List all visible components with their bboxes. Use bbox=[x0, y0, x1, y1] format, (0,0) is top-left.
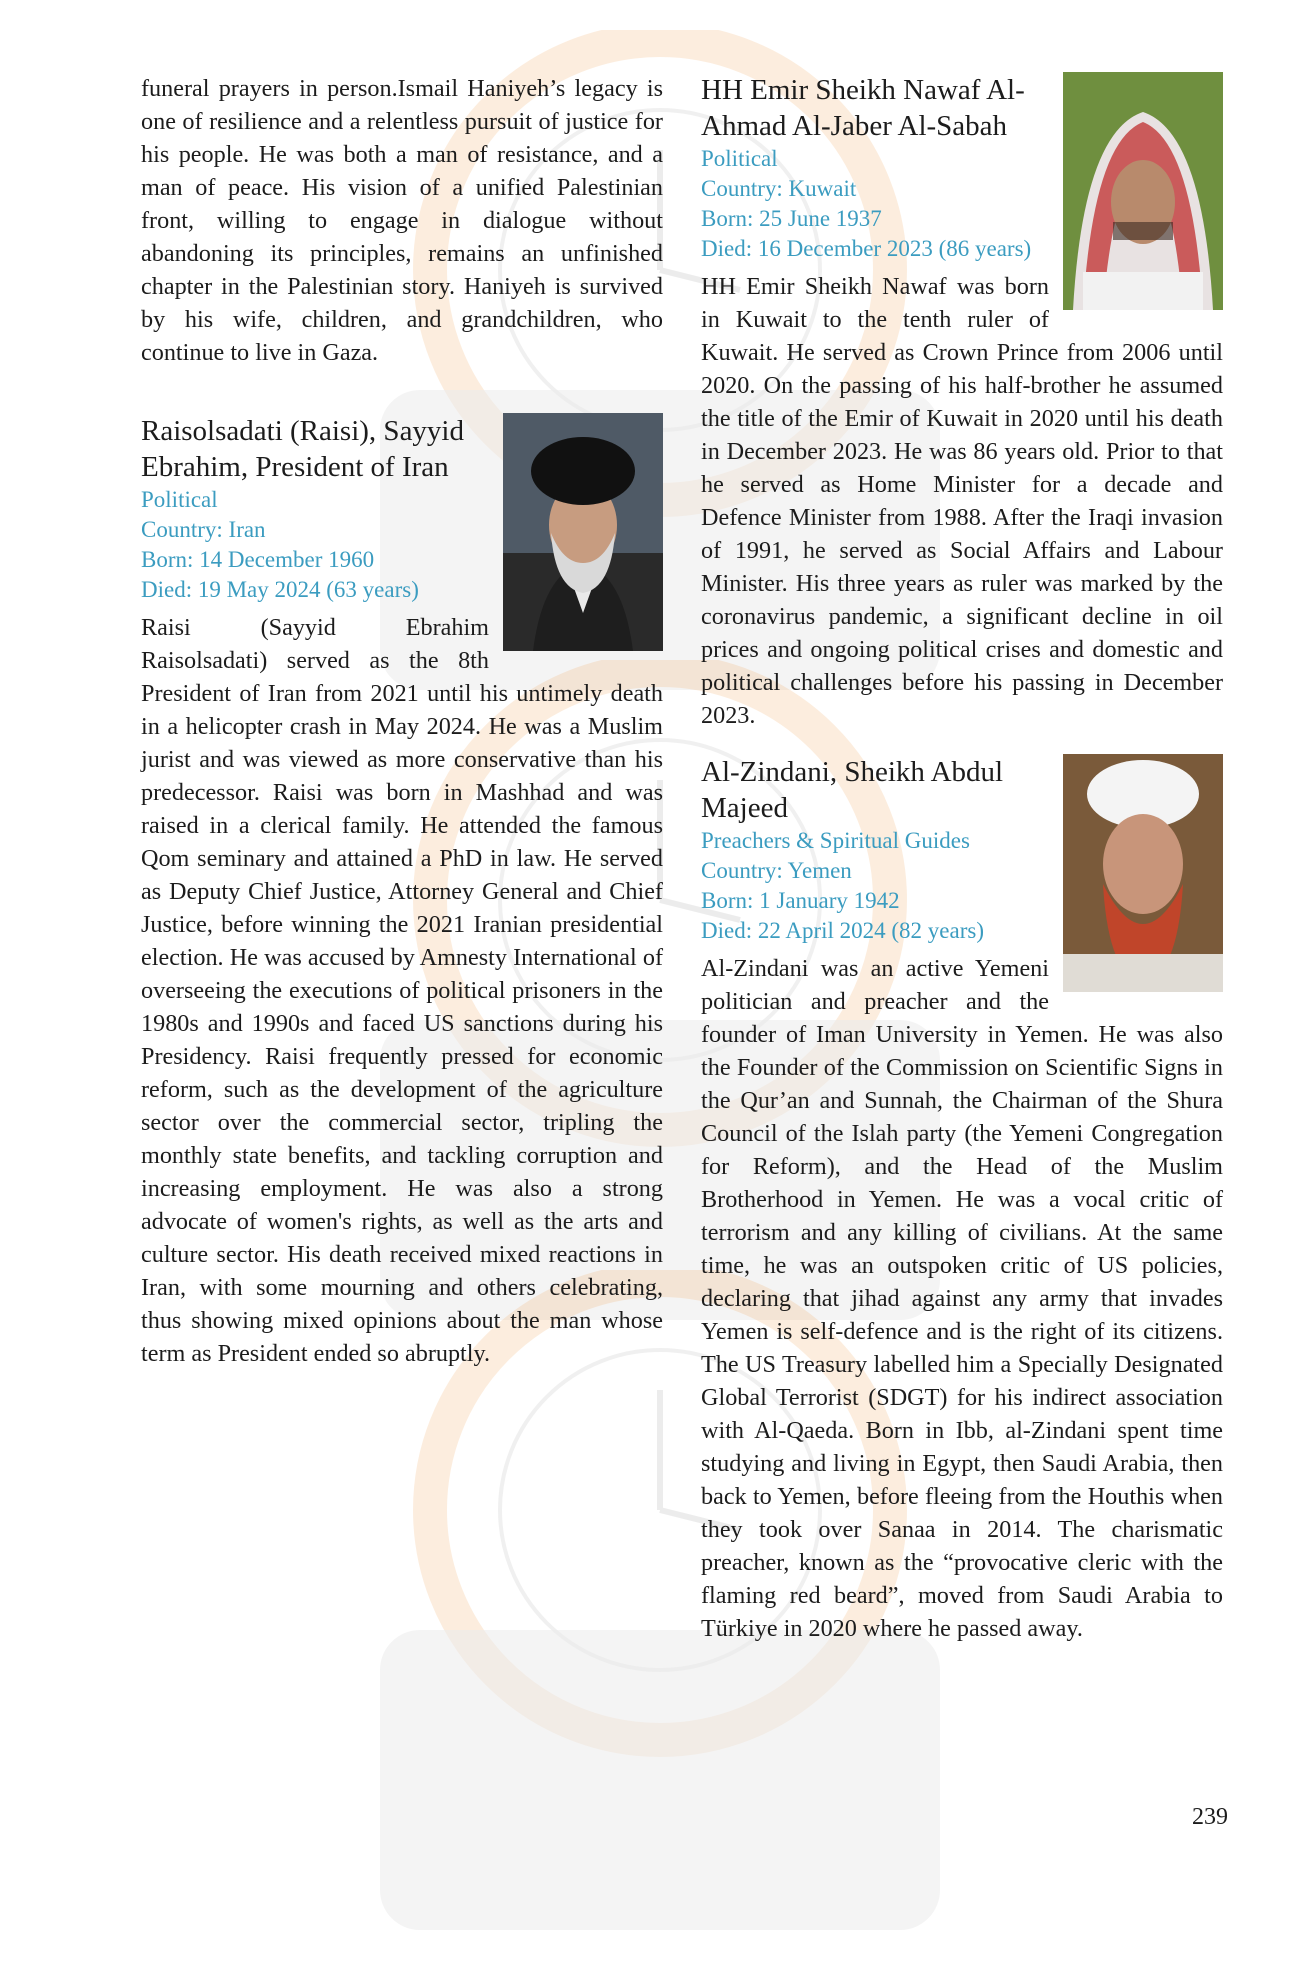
portrait-photo-raisi bbox=[503, 413, 663, 651]
bio-zindani: Al-Zindani was an active Yemeni politician and preacher and the founder of Iman University in Yemen. He was also the Founder of the Commission on Scientific Signs in the Qur’an and Sunnah, the Chairman of the Shura Council of the Islah party (the Yemeni Congregation for Reform), and the Head of the Muslim Brotherhood in Yemen. He was a vocal critic of terrorism and any killing of civilians. At the same time, he was an outspoken critic of US policies, declaring that jihad against any army that invades Yemen is self-defence and is the right of its citizens. The US Treasury labelled him a Specially Designated Global Terrorist (SDGT) for his indirect association with Al-Qaeda. Born in Ibb, al-Zindani spent time studying and living in Egypt, then Saudi Arabia, then back to Yemen, before fleeing from the Houthis when they took over Sanaa in 2014. The charismatic preacher, known as the “provocative cleric with the flaming red beard”, moved from Saudi Arabia to Türkiye in 2020 where he passed away. bbox=[701, 955, 1223, 1642]
person-name-raisi: Raisolsadati (Raisi), Sayyid Ebrahim, President of Iran bbox=[141, 415, 464, 483]
obituary-entry-zindani bbox=[701, 754, 1223, 1645]
born-nawaf: Born: 25 June 1937 bbox=[701, 206, 882, 231]
portrait-photo-zindani bbox=[1063, 754, 1223, 992]
country-zindani: Country: Yemen bbox=[701, 858, 852, 883]
portrait-photo-nawaf bbox=[1063, 72, 1223, 310]
obituary-entry-nawaf bbox=[701, 72, 1223, 732]
born-zindani: Born: 1 January 1942 bbox=[701, 888, 900, 913]
person-name-zindani: Al-Zindani, Sheikh Abdul Majeed bbox=[701, 756, 1004, 824]
category-raisi: Political bbox=[141, 487, 218, 512]
person-name-nawaf: HH Emir Sheikh Nawaf Al-Ahmad Al-Jaber Al-Sabah bbox=[701, 74, 1025, 142]
haniyeh-continued-text: funeral prayers in person.Ismail Haniyeh’s legacy is one of resilience and a relentless pursuit of justice for his people. He was both a man of resistance, and a man of peace. His vision of a unified Palestinian front, willing to engage in dialogue without abandoning its principles, remains an unfinished chapter in the Palestinian story. Haniyeh is survived by his wife, children, and grandchildren, who continue to live in Gaza. bbox=[141, 75, 663, 366]
page-number: 239 bbox=[1192, 1804, 1228, 1830]
country-nawaf: Country: Kuwait bbox=[701, 176, 857, 201]
category-zindani: Preachers & Spiritual Guides bbox=[701, 828, 970, 853]
left-column bbox=[141, 72, 663, 1370]
right-column bbox=[701, 72, 1223, 1645]
born-raisi: Born: 14 December 1960 bbox=[141, 547, 375, 572]
died-zindani: Died: 22 April 2024 (82 years) bbox=[701, 918, 984, 943]
bio-raisi: Raisi (Sayyid Ebrahim Raisolsadati) served as the 8th President of Iran from 2021 until his untimely death in a helicopter crash in May 2024. He was a Muslim jurist and was viewed as more conservative than his predecessor. Raisi was born in Mashhad and was raised in a clerical family. He attended the famous Qom seminary and attained a PhD in law. He served as Deputy Chief Justice, Attorney General and Chief Justice, before winning the 2021 Iranian presidential election. He was accused by Amnesty International of overseeing the executions of political prisoners in the 1980s and 1990s and faced US sanctions during his Presidency. Raisi frequently pressed for economic reform, such as the development of the agriculture sector over the commercial sector, tripling the monthly state benefits, and tackling corruption and increasing employment. He was also a strong advocate of women's rights, as well as the arts and culture sector. His death received mixed reactions in Iran, with some mourning and others celebrating, thus showing mixed opinions about the man whose term as President ended so abruptly. bbox=[141, 614, 663, 1367]
category-nawaf: Political bbox=[701, 146, 778, 171]
bio-nawaf: HH Emir Sheikh Nawaf was born in Kuwait to the tenth ruler of Kuwait. He served as Crown Prince from 2006 until 2020. On the passing of his half-brother he assumed the title of the Emir of Kuwait in 2020 until his death in December 2023. He was 86 years old. Prior to that he served as Home Minister for a decade and Defence Minister from 1988. After the Iraqi invasion of 1991, he served as Social Affairs and Labour Minister. His three years as ruler was marked by the coronavirus pandemic, a significant decline in oil prices and ongoing political crises and domestic and political challenges before his passing in December 2023. bbox=[701, 273, 1223, 729]
died-nawaf: Died: 16 December 2023 (86 years) bbox=[701, 236, 1032, 261]
country-raisi: Country: Iran bbox=[141, 517, 266, 542]
obituary-entry-raisi bbox=[141, 413, 663, 1370]
died-raisi: Died: 19 May 2024 (63 years) bbox=[141, 577, 419, 602]
